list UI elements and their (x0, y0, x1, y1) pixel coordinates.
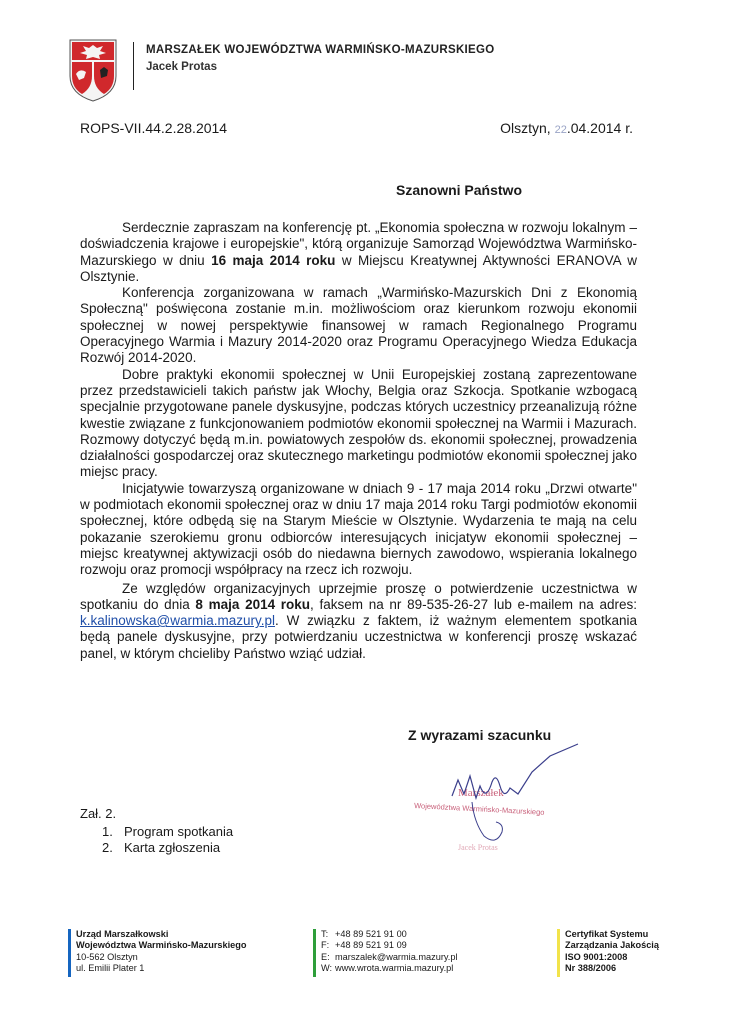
stamp-office: Województwa Warmińsko-Mazurskiego (413, 801, 545, 817)
contact-value[interactable]: marszalek@warmia.mazury.pl (335, 951, 458, 962)
footer-address-line: Województwa Warmińsko-Mazurskiego (76, 940, 247, 951)
header-divider (133, 42, 134, 90)
contact-label: T: (321, 929, 329, 939)
place-city: Olsztyn, (500, 120, 551, 136)
paragraph-confirmation (80, 581, 637, 662)
marshal-name: Jacek Protas (146, 61, 217, 73)
cert-line: ISO 9001:2008 (565, 951, 628, 962)
attachments-label: Zał. 2. (80, 806, 117, 821)
p5-text: Ze względów organizacyjnych uprzejmie proszę o potwierdzenie uczestnictwa w spotkaniu do dnia (80, 580, 637, 612)
contact-value: +48 89 521 91 00 (335, 929, 407, 939)
footer-green-bar (313, 929, 316, 977)
attachment-number: 2. (102, 840, 113, 855)
cert-line: Nr 388/2006 (565, 962, 617, 973)
paragraph-initiative: Inicjatywie towarzyszą organizowane w dniach 9 - 17 maja 2014 roku „Drzwi otwarte" w podmiotach ekonomii społecznej oraz w dniu 17 maja 2014 roku Targi podmiotów ekonomii społecznej, które odbędą się na Starym Mieście w Olsztynie. Wydarzenia te mają na celu pokazanie szerokiemu gronu odbiorców interesujących inicjatyw ekonomii społecznej – miejsc kreatywnej aktywizacji osób do niedawna biernych zawodowo, wspierania lokalnego rozwoju oraz promocji współpracy na rzecz ich rozwoju. (80, 480, 637, 578)
attachment-item (80, 840, 233, 857)
cert-line: Zarządzania Jakością (565, 940, 659, 951)
signature-stamp (400, 742, 590, 862)
paragraph-practices: Dobre praktyki ekonomii społecznej w Unii Europejskiej zostaną zaprezentowane przez przedstawicieli takich państw jak Włochy, Belgia oraz Szkocja. Spotkanie wzbogacą specjalnie przygotowane panele dyskusyjne, podczas których uczestnicy przeanalizują różne kwestie związane z funkcjonowaniem podmiotów ekonomii społecznej na Warmii i Mazurach. Rozmowy dotyczyć będą m.in. powiatowych zespołów ds. ekonomii społecznej, prowadzenia działalności gospodarczej oraz skutecznego marketingu podmiotów ekonomii społecznej jako miejsc pracy. (80, 366, 637, 480)
footer-certificate (557, 929, 659, 974)
footer-blue-bar (68, 929, 71, 977)
footer-contact (313, 929, 458, 974)
salutation: Szanowni Państwo (395, 182, 522, 198)
handwritten-day: 22 (554, 124, 567, 136)
footer-address-line: ul. Emilii Plater 1 (76, 962, 145, 973)
coat-of-arms-icon (68, 38, 118, 102)
paragraph-invitation (80, 220, 637, 285)
stamp-name: Jacek Protas (458, 843, 498, 852)
p5-deadline: 8 maja 2014 roku (195, 596, 311, 612)
contact-value: +48 89 521 91 09 (335, 940, 407, 951)
footer-address-line: Urząd Marszałkowski (76, 929, 169, 939)
attachments-list (80, 824, 233, 857)
closing-phrase: Z wyrazami szacunku (408, 727, 552, 743)
cert-line: Certyfikat Systemu (565, 929, 649, 939)
attachments (80, 806, 233, 857)
stamp-title: Marszałek (458, 787, 504, 799)
p5-text-mid: , faksem na nr 89-535-26-27 lub e-mailem na adres: (310, 596, 637, 612)
attachment-text: Program spotkania (124, 823, 234, 839)
reference-number: ROPS-VII.44.2.28.2014 (80, 120, 228, 136)
contact-fax (321, 940, 458, 951)
attachment-item (80, 824, 233, 841)
letter-body (80, 220, 637, 662)
place-date (500, 120, 633, 136)
footer-address-line: 10-562 Olsztyn (76, 951, 138, 962)
contact-phone (321, 929, 458, 940)
paragraph-conference: Konferencja zorganizowana w ramach „Warmińsko-Mazurskich Dni z Ekonomią Społeczną" poświęcona zostanie m.in. możliwościom oraz kierunkom rozwoju ekonomii społecznej w nowej perspektywie finansowej w ramach Regionalnego Programu Operacyjnego Warmia i Mazury 2014-2020 oraz Programu Operacyjnego Wiedza Edukacja Rozwój 2014-2020. (80, 285, 637, 366)
email-link[interactable]: k.kalinowska@warmia.mazury.pl (80, 613, 276, 629)
p1-text: Serdecznie zapraszam na konferencję pt. „Ekonomia społeczna w rozwoju lokalnym – doświadczenia krajowe i europejskie", którą organizuje Samorząd Województwa Warmińsko-Mazurskiego w dniu (80, 220, 637, 268)
p1-text-end: w Miejscu Kreatywnej Aktywności ERANOVA w Olsztynie. (80, 252, 638, 284)
contact-label: E: (321, 951, 330, 962)
place-date-rest: .04.2014 r. (566, 120, 633, 136)
contact-email[interactable] (321, 952, 458, 963)
contact-label: F: (321, 940, 330, 951)
office-title: MARSZAŁEK WOJEWÓDZTWA WARMIŃSKO-MAZURSKIEGO (146, 44, 495, 56)
footer-yellow-bar (557, 929, 560, 977)
attachment-number: 1. (102, 823, 113, 839)
footer-address (68, 929, 247, 974)
footer (0, 929, 743, 979)
contact-website[interactable] (321, 963, 458, 974)
p5-text-end: . W związku z faktem, iż ważnym elementem spotkania będą panele dyskusyjne, przy potwierdzaniu uczestnictwa w konferencji proszę wskazać panel, w którym chcieliby Państwo wziąć udział. (80, 613, 637, 661)
p1-date: 16 maja 2014 roku (211, 252, 336, 268)
contact-value[interactable]: www.wrota.warmia.mazury.pl (335, 962, 454, 973)
contact-label: W: (321, 962, 333, 973)
attachment-text: Karta zgłoszenia (124, 840, 221, 855)
